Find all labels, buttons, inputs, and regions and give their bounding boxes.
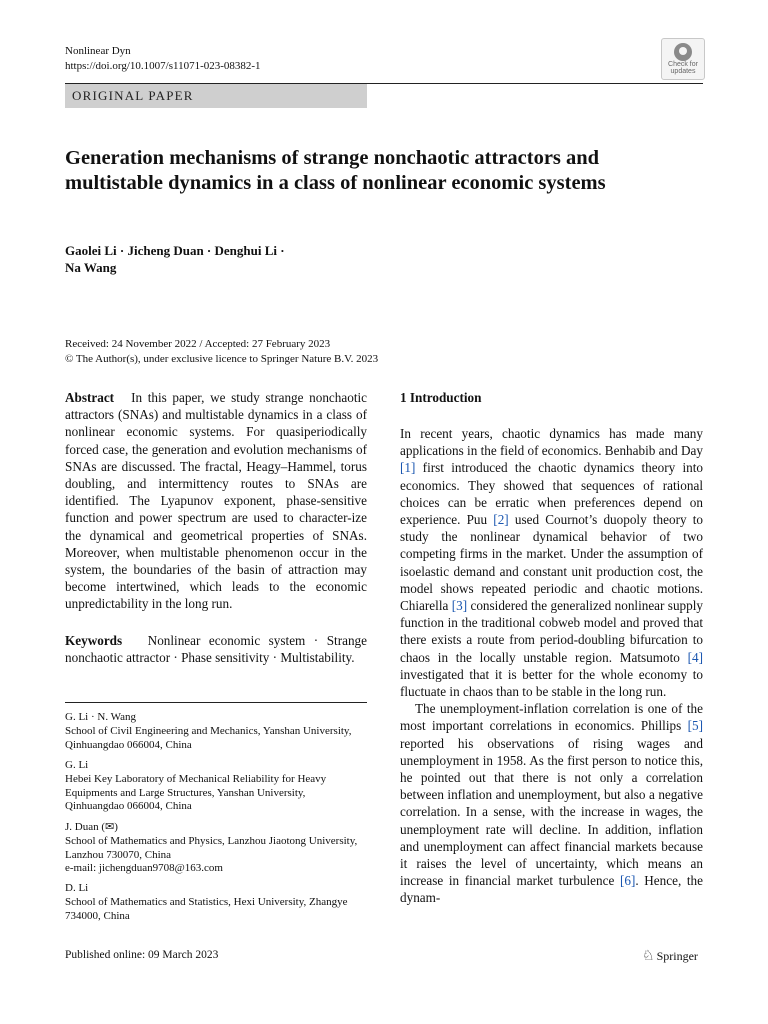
received-accepted: Received: 24 November 2022 / Accepted: 27 February 2023 [65,338,331,350]
affiliation-authors: D. Li [65,882,89,894]
citation-link[interactable]: [2] [493,512,509,528]
paper-title: Generation mechanisms of strange nonchaotic attractors and multistable dynamics in a class of nonlinear economic systems [65,147,606,194]
badge-line-1: Check for [668,61,698,68]
abstract [65,389,367,613]
author-list [65,242,385,276]
affiliation [65,711,367,752]
authors-line-2: Na Wang [65,260,117,275]
article-type: ORIGINAL PAPER [72,88,194,103]
affiliation-address: School of Mathematics and Physics, Lanzhou Jiaotong University, Lanzhou 730070, China [65,834,358,861]
citation-link[interactable]: [6] [619,873,636,889]
citation-link[interactable]: [5] [687,718,703,734]
article-history [65,337,378,367]
affiliation [65,759,367,814]
publisher-name: Springer [656,949,698,963]
corresponding-email[interactable]: e-mail: jichengduan9708@163.com [65,862,223,875]
citation-link[interactable]: [1] [400,460,416,476]
crossmark-icon [674,43,692,61]
article-type-bar [65,84,367,108]
keywords-text: Nonlinear economic system · Strange nonchaotic attractor · Phase sensitivity · Multistability. [65,633,367,666]
publisher-logo [642,948,698,965]
journal-header [65,44,261,74]
citation-link[interactable]: [3] [451,598,468,614]
paragraph: The unemployment-inflation correlation is one of the most important correlations in economics. Phillips [5] reported his observations of rising wages and unemployment in 1958. As the first person to notice this, he pointed out that there is not only a correlation between inflation and unemployment, but also a negative correlation. In a sense, with the increase in wages, the unemployment rate will decline. In addition, inflation and unemployment can affect financial markets because it raises the level of uncertainty, which means an increase in financial market turbulence [6]. Hence, the dynam- [400,701,703,906]
doi-link[interactable]: https://doi.org/10.1007/s11071-023-08382-1 [65,60,261,72]
affiliation [65,821,367,876]
copyright-line: © The Author(s), under exclusive licence to Springer Nature B.V. 2023 [65,353,379,365]
abstract-text: In this paper, we study strange nonchaotic attractors (SNAs) and multistable dynamics in a class of nonlinear economic systems. For quasiperiodically forced case, the generation and evolution mechanisms of SNAs are discussed. The fractal, Heagy–Hammel, torus doubling, and intermittency routes to SNAs are identified. The Lyapunov exponent, phase-sensitive function and power spectrum are used to character-ize the dynamical and geometrical properties of SNAs. Moreover, when multistable phenomenon occur in the system, the boundaries of the basin of attraction may become intertwined, which leads to the economic unpredictability in the long run. [65,390,367,612]
keywords-label: Keywords [65,633,123,648]
section-heading: 1 Introduction [400,390,482,405]
abstract-label: Abstract [65,390,115,405]
journal-name: Nonlinear Dyn [65,45,131,57]
published-date: Published online: 09 March 2023 [65,949,219,961]
badge-line-2: updates [670,68,696,75]
springer-horse-icon: ♘ [642,949,655,964]
affiliation-address: Hebei Key Laboratory of Mechanical Reliability for Heavy Equipments and Large Structures, Yanshan University, Qinhuangdao 066004, China [65,772,327,813]
keywords [65,632,367,666]
affiliation-authors: G. Li · N. Wang [65,711,137,723]
affiliation-authors: G. Li [65,759,89,771]
affiliation-authors: J. Duan (✉) [65,821,118,833]
affiliation-divider [65,702,367,703]
citation-link[interactable]: [4] [687,649,703,665]
affiliation-address: School of Mathematics and Statistics, Hexi University, Zhangye 734000, China [65,895,348,922]
affiliation [65,882,367,923]
authors-line-1: Gaolei Li · Jicheng Duan · Denghui Li · [65,243,285,258]
affiliation-address: School of Civil Engineering and Mechanics, Yanshan University, Qinhuangdao 066004, China [65,724,352,751]
check-for-updates-badge[interactable] [661,38,705,80]
introduction-body [400,425,703,907]
paragraph: In recent years, chaotic dynamics has made many applications in the field of economics. Benhabib and Day [1] first introduced the chaotic dynamics theory into economics. They showed that sequences of rational choices can be erratic when preferences depend on experience. Puu [2] used Cournot’s duopoly theory to study the nonlinear dynamical behavior of two competing firms in the market. Under the assumption of isoelastic demand and constant unit production cost, the model shows repeated periodic and chaotic motions. Chiarella [3] considered the generalized nonlinear supply function in the traditional cobweb model and proved that there exists a route from period-doubling bifurcation to chaos in the locally unstable region. Matsumoto [4] investigated that it is better for the whole economy to fluctuate in chaos than to be stable in the long run. [400,426,703,700]
